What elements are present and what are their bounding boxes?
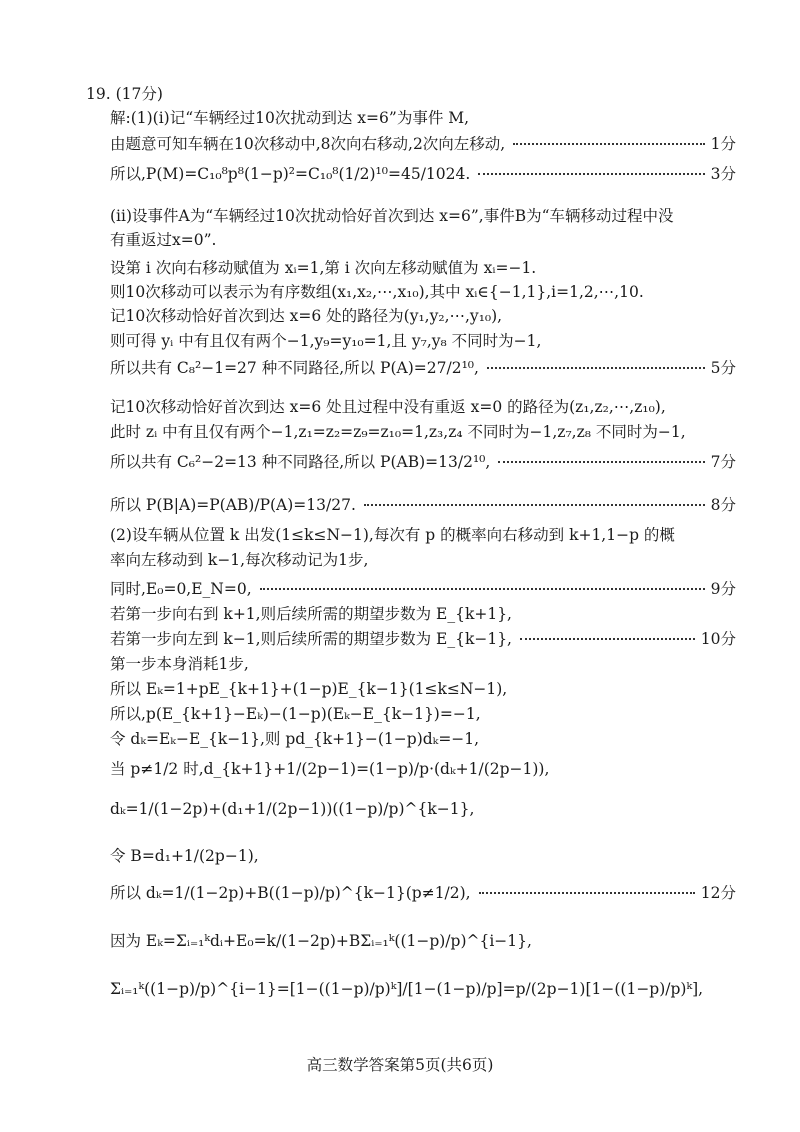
solution-line	[110, 628, 736, 650]
solution-line-text: 令 dₖ=Eₖ−E_{k−1},则 pd_{k+1}−(1−p)dₖ=−1,	[110, 730, 480, 748]
solution-line-text: 率向左移动到 k−1,每次移动记为1步,	[110, 551, 369, 569]
solution-line-text: 第一步本身消耗1步,	[110, 655, 249, 673]
solution-line-text: 若第一步向右到 k+1,则后续所需的期望步数为 E_{k+1},	[110, 605, 512, 623]
solution-line	[110, 549, 736, 571]
solution-line-text: 则可得 yᵢ 中有且仅有两个−1,y₉=y₁₀=1,且 y₇,y₈ 不同时为−1,	[110, 332, 542, 350]
solution-line-text: (ⅱ)设事件A为“车辆经过10次扰动恰好首次到达 x=6”,事件B为“车辆移动过程中没	[110, 207, 674, 225]
solution-line-text: 所以 dₖ=1/(1−2p)+B((1−p)/p)^{k−1}(p≠1/2),	[110, 884, 471, 902]
solution-line	[110, 229, 736, 251]
dot-leader	[513, 143, 704, 145]
solution-line-text: 令 B=d₁+1/(2p−1),	[110, 847, 259, 865]
question-number: 19.	[86, 85, 111, 103]
solution-line-text: 此时 zᵢ 中有且仅有两个−1,z₁=z₂=z₉=z₁₀=1,z₃,z₄ 不同时为−1,z₇,z₈ 不同时为−1,	[110, 423, 686, 441]
score-mark: 12分	[700, 884, 736, 902]
solution-line-text: 设第 i 次向右移动赋值为 xᵢ=1,第 i 次向左移动赋值为 xᵢ=−1.	[110, 259, 537, 277]
solution-line	[110, 603, 736, 625]
solution-line-text: 因为 Eₖ=Σᵢ₌₁ᵏdᵢ+E₀=k/(1−2p)+BΣᵢ₌₁ᵏ((1−p)/p)^{i−1},	[110, 932, 532, 950]
solution-line-text: (2)设车辆从位置 k 出发(1≤k≤N−1),每次有 p 的概率向右移动到 k+1,1−p 的概	[110, 526, 675, 544]
score-mark: 8分	[710, 496, 736, 514]
solution-line	[110, 396, 736, 418]
solution-line	[110, 798, 736, 820]
solution-line-text: 所以共有 C₈²−1=27 种不同路径,所以 P(A)=27/2¹⁰,	[110, 359, 479, 377]
dot-leader	[260, 588, 705, 590]
dot-leader	[498, 461, 704, 463]
question-header	[86, 83, 163, 105]
solution-line-text: 记10次移动恰好首次到达 x=6 处的路径为(y₁,y₂,⋯,y₁₀),	[110, 307, 503, 325]
page-footer: 高三数学答案第5页(共6页)	[306, 1056, 494, 1074]
solution-line-text: 有重返过x=0”.	[110, 231, 217, 249]
solution-line	[110, 257, 736, 279]
solution-line	[110, 357, 736, 379]
solution-line	[110, 163, 736, 185]
score-mark: 10分	[700, 630, 736, 648]
solution-line	[110, 451, 736, 473]
question-points: (17分)	[115, 85, 163, 103]
solution-line-text: 所以,P(M)=C₁₀⁸p⁸(1−p)²=C₁₀⁸(1/2)¹⁰=45/1024.	[110, 165, 471, 183]
solution-line-text: 记10次移动恰好首次到达 x=6 处且过程中没有重返 x=0 的路径为(z₁,z₂,⋯,z₁₀),	[110, 398, 666, 416]
solution-line	[110, 845, 736, 867]
solution-line	[110, 305, 736, 327]
dot-leader	[478, 173, 704, 175]
solution-line-text: dₖ=1/(1−2p)+(d₁+1/(2p−1))((1−p)/p)^{k−1},	[110, 800, 475, 818]
solution-line	[110, 678, 736, 700]
dot-leader	[520, 638, 695, 640]
solution-line	[110, 882, 736, 904]
solution-line	[110, 205, 736, 227]
solution-line-text: 则10次移动可以表示为有序数组(x₁,x₂,⋯,x₁₀),其中 xᵢ∈{−1,1},i=1,2,⋯,10.	[110, 283, 644, 301]
solution-line-text: 所以 P(B|A)=P(AB)/P(A)=13/27.	[110, 496, 356, 514]
score-mark: 1分	[710, 135, 736, 153]
solution-line	[110, 330, 736, 352]
solution-line	[110, 728, 736, 750]
solution-line	[110, 494, 736, 516]
solution-line-text: 当 p≠1/2 时,d_{k+1}+1/(2p−1)=(1−p)/p·(dₖ+1/(2p−1)),	[110, 760, 550, 778]
solution-line	[110, 653, 736, 675]
score-mark: 7分	[710, 453, 736, 471]
solution-line	[110, 930, 736, 952]
solution-line-text: 所以 Eₖ=1+pE_{k+1}+(1−p)E_{k−1}(1≤k≤N−1),	[110, 680, 508, 698]
solution-line	[110, 133, 736, 155]
score-mark: 9分	[710, 580, 736, 598]
solution-line	[110, 524, 736, 546]
solution-line-text: 同时,E₀=0,E_N=0,	[110, 580, 252, 598]
solution-line-text: 所以共有 C₆²−2=13 种不同路径,所以 P(AB)=13/2¹⁰,	[110, 453, 491, 471]
score-mark: 3分	[710, 165, 736, 183]
solution-line	[110, 421, 736, 443]
dot-leader	[364, 504, 705, 506]
solution-line	[110, 578, 736, 600]
dot-leader	[487, 367, 705, 369]
dot-leader	[479, 892, 695, 894]
score-mark: 5分	[710, 359, 736, 377]
solution-line-text: 解:(1)(ⅰ)记“车辆经过10次扰动到达 x=6”为事件 M,	[110, 109, 470, 127]
solution-line-text: 若第一步向左到 k−1,则后续所需的期望步数为 E_{k−1},	[110, 630, 512, 648]
solution-line	[110, 978, 736, 1000]
solution-line	[110, 703, 736, 725]
solution-line	[110, 107, 736, 129]
solution-line-text: Σᵢ₌₁ᵏ((1−p)/p)^{i−1}=[1−((1−p)/p)ᵏ]/[1−(1−p)/p]=p/(2p−1)[1−((1−p)/p)ᵏ],	[110, 980, 704, 998]
solution-line-text: 所以,p(E_{k+1}−Eₖ)−(1−p)(Eₖ−E_{k−1})=−1,	[110, 705, 481, 723]
solution-line-text: 由题意可知车辆在10次移动中,8次向右移动,2次向左移动,	[110, 135, 506, 153]
solution-line	[110, 758, 736, 780]
solution-line	[110, 281, 736, 303]
